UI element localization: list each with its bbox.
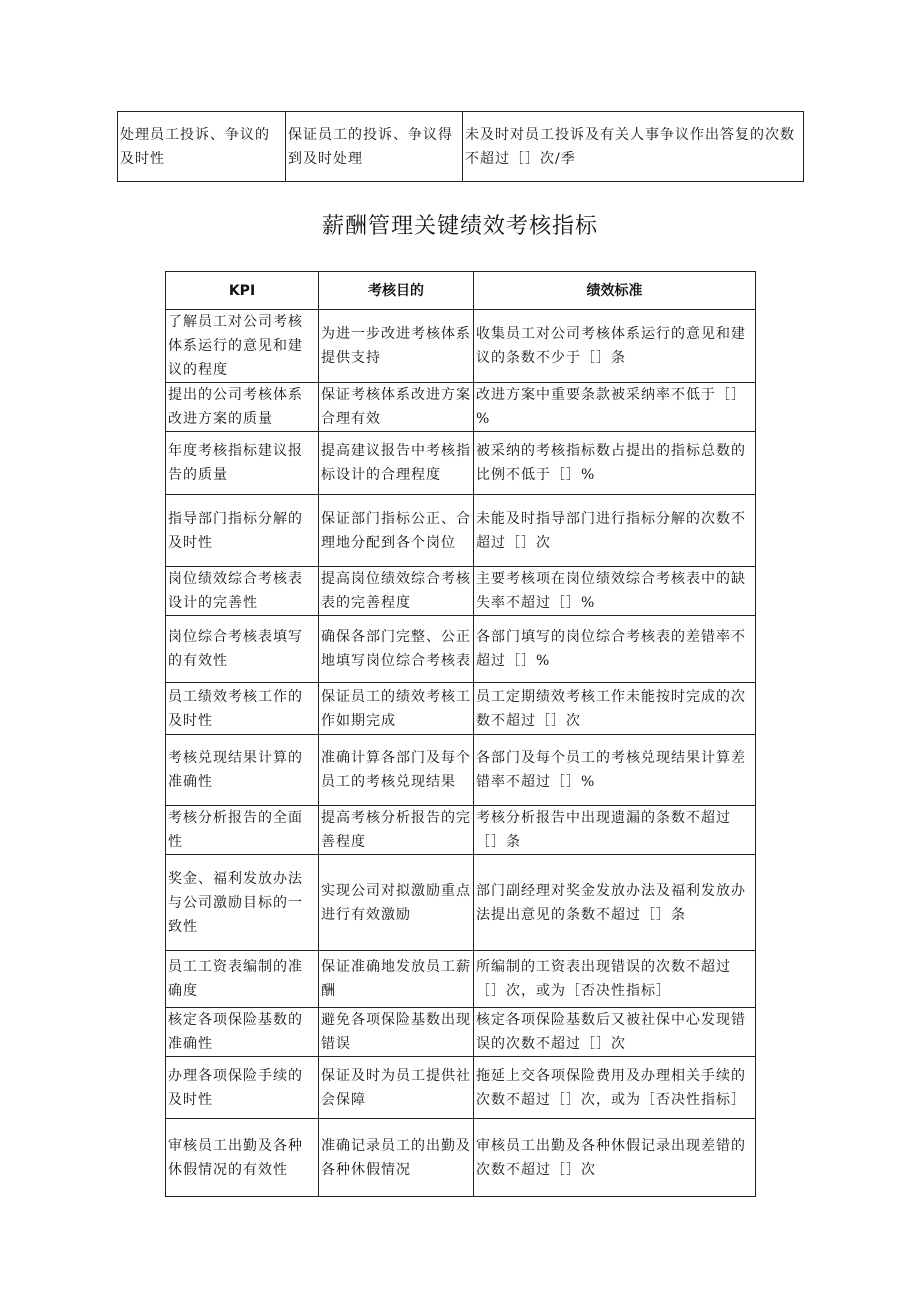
table-row	[166, 951, 756, 1008]
table-row	[166, 1119, 756, 1197]
kpi-cell: 核定各项保险基数的准确性	[166, 1008, 319, 1057]
table-row	[118, 112, 804, 182]
table-row	[166, 432, 756, 495]
kpi-cell: 考核兑现结果计算的准确性	[166, 735, 319, 806]
kpi-cell: 年度考核指标建议报告的质量	[166, 432, 319, 495]
standard-cell: 审核员工出勤及各种休假记录出现差错的次数不超过［］次	[474, 1119, 756, 1197]
header-purpose: 考核目的	[319, 272, 474, 310]
kpi-cell: 考核分析报告的全面性	[166, 806, 319, 855]
standard-cell: 各部门及每个员工的考核兑现结果计算差错率不超过［］%	[474, 735, 756, 806]
header-standard: 绩效标准	[474, 272, 756, 310]
standard-cell: 员工定期绩效考核工作未能按时完成的次数不超过［］次	[474, 683, 756, 735]
standard-cell: 核定各项保险基数后又被社保中心发现错误的次数不超过［］次	[474, 1008, 756, 1057]
standard-cell: 所编制的工资表出现错误的次数不超过［］次，或为［否决性指标］	[474, 951, 756, 1008]
header-kpi: KPI	[166, 272, 319, 310]
kpi-cell: 提出的公司考核体系改进方案的质量	[166, 383, 319, 432]
purpose-cell: 提高考核分析报告的完善程度	[319, 806, 474, 855]
standard-cell: 拖延上交各项保险费用及办理相关手续的次数不超过［］次，或为［否决性指标］	[474, 1057, 756, 1119]
table-row	[166, 310, 756, 383]
purpose-cell: 保证部门指标公正、合理地分配到各个岗位	[319, 495, 474, 567]
purpose-cell: 为进一步改进考核体系提供支持	[319, 310, 474, 383]
purpose-cell: 实现公司对拟激励重点进行有效激励	[319, 855, 474, 951]
page-title: 薪酬管理关键绩效考核指标	[321, 214, 598, 239]
purpose-cell: 保证及时为员工提供社会保障	[319, 1057, 474, 1119]
previous-page-table	[117, 111, 804, 182]
standard-cell: 考核分析报告中出现遗漏的条数不超过［］条	[474, 806, 756, 855]
purpose-cell: 确保各部门完整、公正地填写岗位综合考核表	[319, 616, 474, 683]
kpi-cell: 员工工资表编制的准确度	[166, 951, 319, 1008]
purpose-cell: 保证员工的投诉、争议得到及时处理	[286, 112, 463, 182]
table-row	[166, 495, 756, 567]
purpose-cell: 提高建议报告中考核指标设计的合理程度	[319, 432, 474, 495]
purpose-cell: 保证员工的绩效考核工作如期完成	[319, 683, 474, 735]
table-row	[166, 383, 756, 432]
purpose-cell: 保证考核体系改进方案合理有效	[319, 383, 474, 432]
table-row	[166, 567, 756, 616]
standard-cell: 各部门填写的岗位综合考核表的差错率不超过［］%	[474, 616, 756, 683]
kpi-cell: 岗位绩效综合考核表设计的完善性	[166, 567, 319, 616]
purpose-cell: 保证准确地发放员工薪酬	[319, 951, 474, 1008]
table-row	[166, 806, 756, 855]
table-row	[166, 855, 756, 951]
standard-cell: 被采纳的考核指标数占提出的指标总数的比例不低于［］%	[474, 432, 756, 495]
table-row	[166, 683, 756, 735]
purpose-cell: 准确计算各部门及每个员工的考核兑现结果	[319, 735, 474, 806]
header-row	[166, 272, 756, 310]
standard-cell: 未能及时指导部门进行指标分解的次数不超过［］次	[474, 495, 756, 567]
kpi-cell: 员工绩效考核工作的及时性	[166, 683, 319, 735]
table-row	[166, 1057, 756, 1119]
kpi-cell: 岗位综合考核表填写的有效性	[166, 616, 319, 683]
kpi-cell: 了解员工对公司考核体系运行的意见和建议的程度	[166, 310, 319, 383]
purpose-cell: 提高岗位绩效综合考核表的完善程度	[319, 567, 474, 616]
table-row	[166, 1008, 756, 1057]
standard-cell: 收集员工对公司考核体系运行的意见和建议的条数不少于［］条	[474, 310, 756, 383]
standard-cell: 主要考核项在岗位绩效综合考核表中的缺失率不超过［］%	[474, 567, 756, 616]
kpi-cell: 办理各项保险手续的及时性	[166, 1057, 319, 1119]
kpi-cell: 奖金、福利发放办法与公司激励目标的一致性	[166, 855, 319, 951]
standard-cell: 改进方案中重要条款被采纳率不低于［］%	[474, 383, 756, 432]
kpi-cell: 审核员工出勤及各种休假情况的有效性	[166, 1119, 319, 1197]
purpose-cell: 避免各项保险基数出现错误	[319, 1008, 474, 1057]
table-row	[166, 616, 756, 683]
kpi-cell: 指导部门指标分解的及时性	[166, 495, 319, 567]
standard-cell: 部门副经理对奖金发放办法及福利发放办法提出意见的条数不超过［］条	[474, 855, 756, 951]
kpi-table	[165, 271, 756, 1197]
table-row	[166, 735, 756, 806]
purpose-cell: 准确记录员工的出勤及各种休假情况	[319, 1119, 474, 1197]
kpi-cell: 处理员工投诉、争议的及时性	[118, 112, 286, 182]
standard-cell: 未及时对员工投诉及有关人事争议作出答复的次数不超过［］次/季	[463, 112, 804, 182]
